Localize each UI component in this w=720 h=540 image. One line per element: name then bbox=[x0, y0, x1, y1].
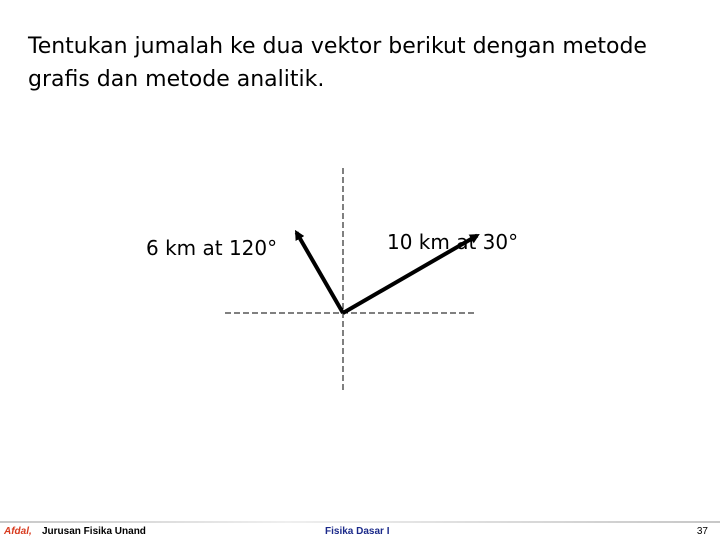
footer-department: Jurusan Fisika Unand bbox=[42, 526, 146, 537]
footer-author: Afdal, bbox=[4, 526, 32, 537]
vector-6km-120deg-arrow bbox=[297, 233, 344, 314]
vector-10km-label: 10 km at 30° bbox=[387, 230, 519, 254]
footer-course: Fisika Dasar I bbox=[325, 526, 390, 537]
vector-6km-label: 6 km at 120° bbox=[146, 236, 278, 260]
page-number: 37 bbox=[696, 526, 708, 537]
problem-line-1: Tentukan jumalah ke dua vektor berikut dengan metode bbox=[28, 34, 647, 59]
footer-divider bbox=[0, 521, 720, 523]
problem-line-2: grafis dan metode analitik. bbox=[28, 67, 325, 92]
